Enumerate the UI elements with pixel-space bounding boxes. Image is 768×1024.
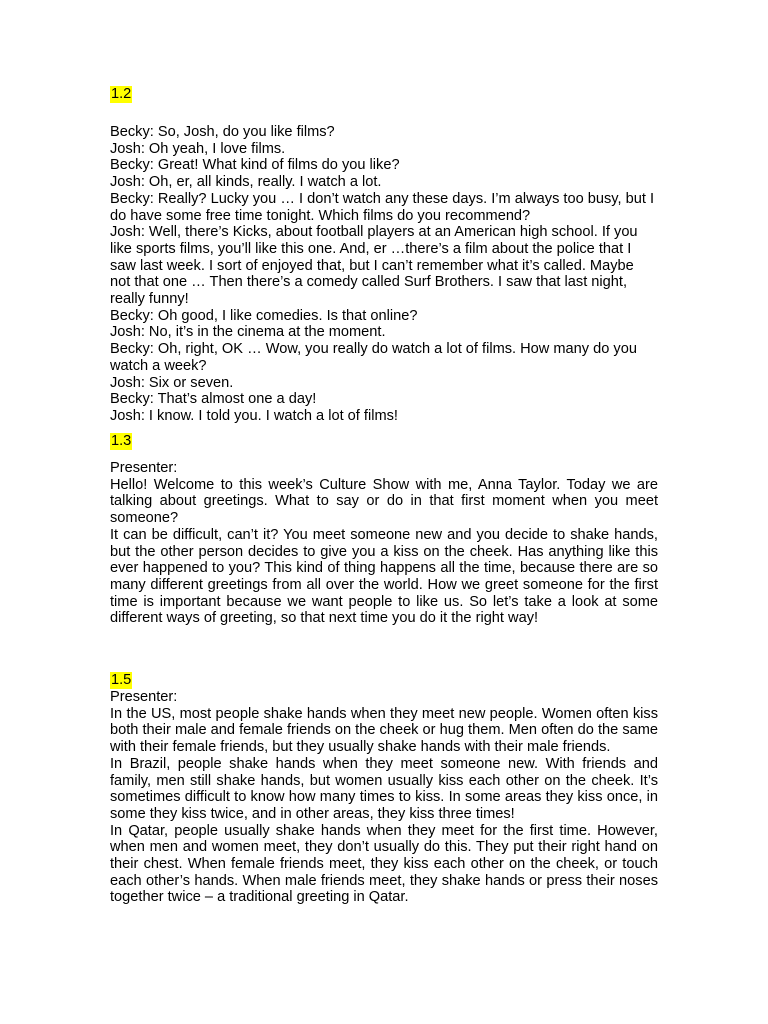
dialogue-line: Josh: Oh yeah, I love films. — [110, 140, 286, 157]
dialogue-transcript — [110, 124, 658, 425]
paragraph: Hello! Welcome to this week’s Culture Show with me, Anna Taylor. Today we are talking about greetings. What to say or do in that first moment when you meet someone? — [110, 476, 658, 527]
dialogue-line: Josh: Six or seven. — [110, 374, 234, 391]
dialogue-line: Becky: Really? Lucky you … I don’t watch any these days. I’m always too busy, but I do have some free time tonight. Which films do you recommend? — [110, 190, 655, 224]
paragraph: It can be difficult, can’t it? You meet someone new and you decide to shake hands, but the other person decides to give you a kiss on the cheek. Has anything like this ever happened to you? This kind of thing happens all the time, because there are so many different greetings from all over the world. How we greet someone for the first time is important because we want people to like us. So let’s take a look at some different ways of greeting, so that next time you do it the right way! — [110, 526, 658, 627]
paragraph: In Brazil, people shake hands when they meet someone new. With friends and family, men still shake hands, but women usually kiss each other on the cheek. It’s sometimes difficult to know how many times to kiss. In some areas they kiss once, in some they kiss twice, and in other areas, they kiss three times! — [110, 755, 658, 822]
section-1-2 — [110, 86, 658, 425]
dialogue-line: Josh: I know. I told you. I watch a lot of films! — [110, 407, 398, 424]
dialogue-line: Becky: Great! What kind of films do you like? — [110, 157, 400, 174]
dialogue-line: Josh: No, it’s in the cinema at the moment. — [110, 324, 386, 341]
dialogue-line: Josh: Oh, er, all kinds, really. I watch a lot. — [110, 174, 382, 191]
section-number: 1.3 — [111, 433, 132, 449]
dialogue-line: Becky: Oh, right, OK … Wow, you really do watch a lot of films. How many do you watch a week? — [110, 341, 637, 374]
dialogue-line: Becky: So, Josh, do you like films? — [110, 124, 335, 140]
section-number: 1.2 — [111, 86, 132, 102]
dialogue-line: Becky: That’s almost one a day! — [110, 391, 317, 408]
transcript-body — [110, 477, 658, 627]
speaker-label: Presenter: — [110, 689, 178, 705]
section-1-3 — [110, 433, 658, 627]
dialogue-line: Josh: Well, there’s Kicks, about football players at an American high school. If you like sports films, you’ll like this one. And, er …there’s a film about the police that I saw last week. I sort of enjoyed that, but I can’t remember what it’s called. Maybe not that one … Then there’s a comedy called Surf Brothers. I saw that last night, really funny! — [110, 224, 638, 308]
speaker-label: Presenter: — [110, 460, 178, 476]
paragraph: In Qatar, people usually shake hands when they meet for the first time. However, when men and women meet, they don’t usually do this. They put their right hand on their chest. When female friends meet, they kiss each other on the cheek, or touch each other’s hands. When male friends meet, they shake hands or press their noses together twice – a traditional greeting in Qatar. — [110, 822, 658, 906]
dialogue-line: Becky: Oh good, I like comedies. Is that online? — [110, 307, 418, 324]
section-number: 1.5 — [111, 672, 132, 688]
paragraph: In the US, most people shake hands when they meet new people. Women often kiss both their male and female friends on the cheek or hug them. Men often do the same with their female friends, but they usually shake hands with their male friends. — [110, 705, 658, 756]
section-1-5 — [110, 672, 658, 906]
transcript-body — [110, 706, 658, 906]
